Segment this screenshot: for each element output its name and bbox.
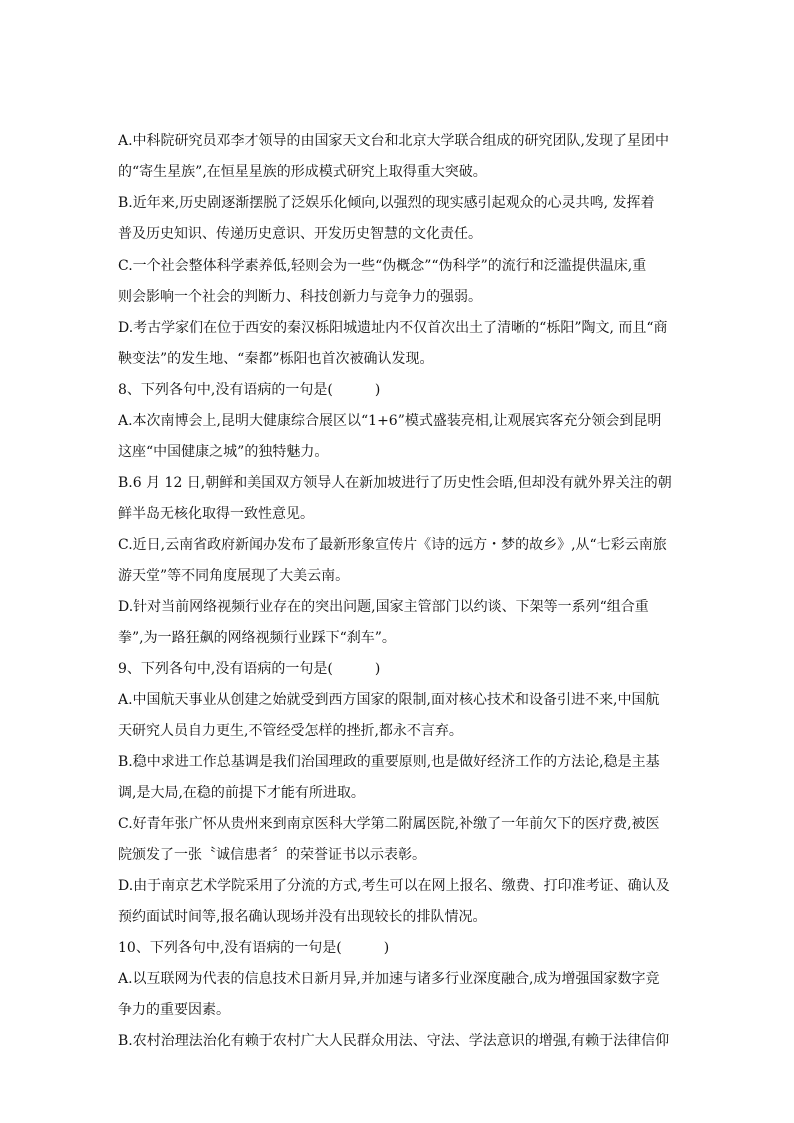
option-a-line-1: A.中科院研究员邓李才领导的由国家天文台和北京大学联合组成的研究团队,发现了星团中 <box>118 133 670 149</box>
option-b-line-2: 普及历史知识、传递历史意识、开发历史智慧的文化责任。 <box>118 226 482 242</box>
q8-option-b-line-1: B.6 月 12 日,朝鲜和美国双方领导人在新加坡进行了历史性会晤,但却没有就外界关注的朝 <box>118 475 672 491</box>
option-b-line-1: B.近年来,历史剧逐渐摆脱了泛娱乐化倾向,以强烈的现实感引起观众的心灵共鸣, 发挥着 <box>118 195 655 211</box>
q9-option-c-line-1: C.好青年张广怀从贵州来到南京医科大学第二附属医院,补缴了一年前欠下的医疗费,被医 <box>118 816 660 832</box>
q8-option-d-line-1: D.针对当前网络视频行业存在的突出问题,国家主管部门以约谈、下架等一系列“组合重 <box>118 599 649 615</box>
q8-option-c-line-1: C.近日,云南省政府新闻办发布了最新形象宣传片《诗的远方・梦的故乡》,从“七彩云南旅 <box>118 537 667 553</box>
q10-option-b-line-1: B.农村治理法治化有赖于农村广大人民群众用法、守法、学法意识的增强,有赖于法律信仰 <box>118 1033 670 1049</box>
question-9-stem: 9、下列各句中,没有语病的一句是( ) <box>118 661 381 677</box>
option-d-line-1: D.考古学家们在位于西安的秦汉栎阳城遗址内不仅首次出土了清晰的“栎阳”陶文, 而且“商 <box>118 320 668 336</box>
q9-option-a-line-2: 天研究人员自力更生,不管经受怎样的挫折,都永不言弃。 <box>118 723 463 739</box>
q9-option-c-line-2: 院颁发了一张〝诚信患者〞的荣誉证书以示表彰。 <box>118 847 426 863</box>
option-a-line-2: 的“寄生星族”,在恒星星族的形成模式研究上取得重大突破。 <box>118 164 487 180</box>
q8-option-d-line-2: 拳”,为一路狂飙的网络视频行业踩下“刹车”。 <box>118 630 396 646</box>
q8-option-a-line-1: A.本次南博会上,昆明大健康综合展区以“1+6”模式盛装亮相,让观展宾客充分领会到昆明 <box>118 413 662 429</box>
option-c-line-1: C.一个社会整体科学素养低,轻则会为一些“伪概念”“伪科学”的流行和泛滥提供温床,重 <box>118 258 647 274</box>
q10-option-a-line-2: 争力的重要因素。 <box>118 1002 230 1018</box>
q8-option-b-line-2: 鲜半岛无核化取得一致性意见。 <box>118 506 314 522</box>
question-8-stem: 8、下列各句中,没有语病的一句是( ) <box>118 382 381 398</box>
question-10-stem: 10、下列各句中,没有语病的一句是( ) <box>118 940 390 956</box>
q10-option-a-line-1: A.以互联网为代表的信息技术日新月异,并加速与诸多行业深度融合,成为增强国家数字竞 <box>118 971 660 987</box>
q9-option-b-line-1: B.稳中求进工作总基调是我们治国理政的重要原则,也是做好经济工作的方法论,稳是主基 <box>118 754 660 770</box>
q9-option-d-line-1: D.由于南京艺术学院采用了分流的方式,考生可以在网上报名、缴费、打印准考证、确认及 <box>118 878 670 894</box>
option-d-line-2: 鞅变法”的发生地、“秦都”栎阳也首次被确认发现。 <box>118 351 434 367</box>
q8-option-c-line-2: 游天堂”等不同角度展现了大美云南。 <box>118 568 350 584</box>
q8-option-a-line-2: 这座“中国健康之城”的独特魅力。 <box>118 444 329 460</box>
q9-option-a-line-1: A.中国航天事业从创建之始就受到西方国家的限制,面对核心技术和设备引进不来,中国航 <box>118 692 660 708</box>
option-c-line-2: 则会影响一个社会的判断力、科技创新力与竞争力的强弱。 <box>118 289 482 305</box>
q9-option-d-line-2: 预约面试时间等,报名确认现场并没有出现较长的排队情况。 <box>118 909 487 925</box>
q9-option-b-line-2: 调,是大局,在稳的前提下才能有所进取。 <box>118 785 365 801</box>
